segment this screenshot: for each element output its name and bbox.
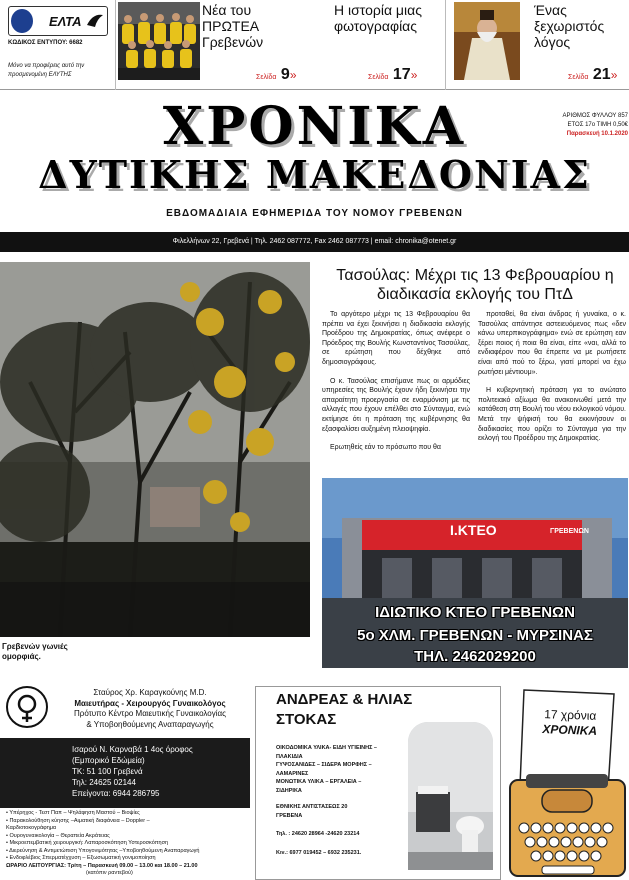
elta-box xyxy=(2,2,114,88)
kteo-line-3: ΤΗΛ. 2462029200 xyxy=(414,648,536,665)
stokas-title-2: ΣΤΟΚΑΣ xyxy=(276,711,337,728)
doctor-services xyxy=(6,810,250,878)
kteo-line-2: 5ο ΧΛΜ. ΓΡΕΒΕΝΩΝ - ΜΥΡΣΙΝΑΣ xyxy=(357,627,593,644)
stokas-product: ΜΟΝΩΤΙΚΑ ΥΛΙΚΑ – ΕΡΓΑΛΕΙΑ – xyxy=(276,779,362,785)
contact-bar: Φιλελλήνων 22, Γρεβενά | Τηλ. 2462 087772, Fax 2462 087773 | email: chronika@otenet.gr xyxy=(0,232,629,252)
anniversary-line-2: ΧΡΟΝΙΚΑ xyxy=(542,722,598,738)
trees-photo xyxy=(0,262,310,637)
article-paragraph: Ερωτηθείς εάν το πρόσωπο που θα xyxy=(330,444,441,452)
elta-note: Μόνο να προφέρεις αυτό την προσμενομένη ΕΛΥΤΗΣ xyxy=(8,63,85,78)
bathroom-photo xyxy=(408,722,493,870)
teaser-2-title: Η ιστορία μιας φωτογραφίας xyxy=(334,2,422,34)
doctor-line-2: & Υποβοηθούμενης Αναπαραγωγής xyxy=(86,719,214,729)
kteo-sign-small: ΓΡΕΒΕΝΩΝ xyxy=(550,528,589,535)
doctor-info xyxy=(50,688,250,730)
stokas-title-1: ΑΝΔΡΕΑΣ & ΗΛΙΑΣ xyxy=(276,691,413,708)
anniversary-ad[interactable] xyxy=(506,680,629,880)
anniversary-line-1: 17 χρόνια xyxy=(544,707,597,723)
masthead-subtitle-region: ΔΥΤΙΚΗΣ ΜΑΚΕΔΟΝΙΑΣ xyxy=(38,152,591,197)
kteo-line-1: ΙΔΙΩΤΙΚΟ ΚΤΕΟ ΓΡΕΒΕΝΩΝ xyxy=(375,604,575,621)
teaser-1-title: Νέα του ΠΡΩΤΕΑ Γρεβενών xyxy=(202,2,264,50)
doctor-tk: ΤΚ: 51 100 Γρεβενά xyxy=(72,767,143,776)
service-item: • Μικροεπεμβατική χειρουργική: Λαπαροσκόπηση Υστεροσκόπηση xyxy=(6,840,169,846)
issue-date: Παρασκευή 10.1.2020 xyxy=(566,131,628,137)
doctor-mobile: Επείγοντα: 6944 286795 xyxy=(72,789,160,798)
stokas-product: ΠΛΑΚΙΔΙΑ xyxy=(276,753,303,760)
article-paragraph: Ο κ. Τασούλας επισήμανε πως οι αρμόδιες υπηρεσίες της Βουλής έχουν ήδη ξεκινήσει την απαραίτητη προεργασία σε εναρμόνιση με τις αλλαγές που έχουν επέλθει στο Σύνταγμα, ενώ εκτίμησε ότι η πρόταση της κυβέρνησης θα εξασφαλίσει αυξημένη πλειοψηφία. xyxy=(322,377,470,433)
stokas-phone: Τηλ. : 24620 28964 -24620 23214 xyxy=(276,831,360,837)
elta-logo xyxy=(8,6,108,36)
anniversary-text xyxy=(528,707,613,740)
elta-brand: ΕΛΤΑ xyxy=(49,14,82,29)
article-paragraph: Η κυβερνητική πρόταση για το ανώτατο πολιτειακό αξίωμα θα ανακοινωθεί μετά την κατάθεση στη Βουλή του νέου εκλογικού νόμου. Μετά την ψήφισή του θα εκκινήσουν οι διαδικασίες που ορίζει το Σύνταγμα για την εκλογή του Προέδρου της Δημοκρατίας. xyxy=(478,387,626,443)
teaser-1-team-photo xyxy=(118,2,208,80)
doctor-hours: ΩΡΑΡΙΟ ΛΕΙΤΟΥΡΓΙΑΣ: Τρίτη – Παρασκευή 09.00 – 13.00 και 18.00 – 21.00 xyxy=(6,862,198,869)
service-item: • Ενδοφλέβιος Σπερματέγχυση – Εξωσωματική γονιμοποίηση xyxy=(6,855,156,861)
service-item: Καρδιοτοκογράφημα xyxy=(6,825,57,831)
doctor-line-1: Πρότυπο Κέντρο Μαιευτικής Γυναικολογίας xyxy=(73,709,226,718)
masthead-title: ΧΡΟΝΙΚΑ xyxy=(162,96,467,157)
teaser-3-priest-photo xyxy=(454,2,544,80)
article-column-2 xyxy=(478,310,626,453)
stokas-product: ΛΑΜΑΡΙΝΕΣ xyxy=(276,770,309,777)
article-headline[interactable]: Τασούλας: Μέχρι τις 13 Φεβρουαρίου η διαδικασία εκλογής του ΠτΔ xyxy=(336,267,614,303)
gender-symbol-icon xyxy=(6,686,48,728)
article-column-1 xyxy=(322,310,470,462)
stokas-product: ΟΙΚΟΔΟΜΙΚΑ ΥΛΙΚΑ- ΕΙΔΗ ΥΓΙΕΙΝΗΣ – xyxy=(276,745,377,751)
issue-info xyxy=(548,112,628,139)
doctor-hours-note: (κατόπιν ραντεβού) xyxy=(86,870,133,876)
teaser-1-page: Σελίδα 9» xyxy=(256,66,297,83)
stokas-address-1: ΕΘΝΙΚΗΣ ΑΝΤΙΣΤΑΣΕΩΣ 20 xyxy=(276,804,348,810)
masthead-tagline: ΕΒΔΟΜΑΔΙΑΙΑ ΕΦΗΜΕΡΙΔΑ ΤΟΥ ΝΟΜΟΥ ΓΡΕΒΕΝΩΝ xyxy=(166,208,463,219)
doctor-phone: Τηλ: 24625 02144 xyxy=(72,778,136,787)
stokas-mobile: Κιν.: 6977 019452 – 6932 235231. xyxy=(276,849,362,856)
teaser-3[interactable] xyxy=(445,0,629,90)
service-item: • Ουρογυναικολογία – Θεραπεία Ακράτειας xyxy=(6,832,110,839)
teaser-3-title: Ένας ξεχωριστός λόγος xyxy=(534,2,605,50)
teaser-3-page: Σελίδα 21» xyxy=(568,66,618,83)
doctor-address-2: (Εμπορικό Εδώμεία) xyxy=(72,756,145,765)
service-item: • Υπέρηχος - Τεστ Παπ – Ψηλάφηση Μαστού – Βιοψίες xyxy=(6,810,140,816)
stokas-product: ΣΙΔΗΡΙΚΑ xyxy=(276,787,302,794)
article-paragraph: προταθεί, θα είναι άνδρας ή γυναίκα, ο κ. Τασούλας απάντησε αστειευόμενος πως «δεν κάνω υπερπικογράφημα» ενώ σε ερώτηση εαν ξέρει ποιος ή ποια θα είναι, είπε «ναι, αλλά το ενδιαφέρον που θα έπρεπε να με ρωτήσετε είναι από πού το ξέρω, γιατί μπορεί να έχω ρωτήσει μέντιουμ». xyxy=(478,311,626,376)
doctor-name: Σταύρος Χρ. Καραγκούνης M.D. xyxy=(93,688,207,697)
stokas-product: ΓΥΨΟΣΑΝΙΔΕΣ – ΣΙΔΕΡΑ ΜΟΡΦΗΣ – xyxy=(276,762,372,768)
doctor-address-box xyxy=(0,738,250,808)
issue-number: ΑΡΙΘΜΟΣ ΦΥΛΛΟΥ 857 xyxy=(562,113,628,119)
elta-code: ΚΩΔΙΚΟΣ ΕΝΤΥΠΟΥ: 6682 xyxy=(8,40,83,46)
doctor-address-1: Ισαρού Ν. Καρναβά 1 4ος όροφος xyxy=(72,745,193,754)
kteo-sign: Ι.ΚΤΕΟ xyxy=(450,522,497,538)
hermes-icon xyxy=(85,11,105,29)
issue-year-price: ΕΤΟΣ 17ο ΤΙΜΗ 0,50€ xyxy=(567,122,628,128)
teaser-2-page: Σελίδα 17» xyxy=(368,66,418,83)
teaser-2[interactable] xyxy=(330,0,440,90)
article-paragraph: Το αργότερο μέχρι τις 13 Φεβρουαρίου θα πρέπει να έχει ξεκινήσει η διαδικασία εκλογής Προέδρου της Δημοκρατίας, όπως ανέφερε ο Πρόεδρος της Βουλής Κωνσταντίνος Τασούλας, σε ερώτηση που δέχθηκε από δημοσιογράφους. xyxy=(322,311,470,366)
stokas-title xyxy=(276,690,412,730)
stokas-address-2: ΓΡΕΒΕΝΑ xyxy=(276,812,303,819)
teaser-1[interactable] xyxy=(115,0,302,90)
service-item: • Διερεύνηση & Αντιμετώπιση Υπογονιμότητας –Υποβοηθούμενη Αναπαραγωγή xyxy=(6,847,200,854)
stokas-body xyxy=(276,744,406,857)
elta-emblem-icon xyxy=(11,9,33,33)
service-item: • Παρακολούθηση κύησης –Αιματική διαφάνεια – Doppler – xyxy=(6,817,150,824)
doctor-title: Μαιευτήρας - Χειρουργός Γυναικολόγος xyxy=(74,698,226,708)
photo-caption: Γρεβενών γωνιές ομορφιάς. xyxy=(2,642,68,661)
